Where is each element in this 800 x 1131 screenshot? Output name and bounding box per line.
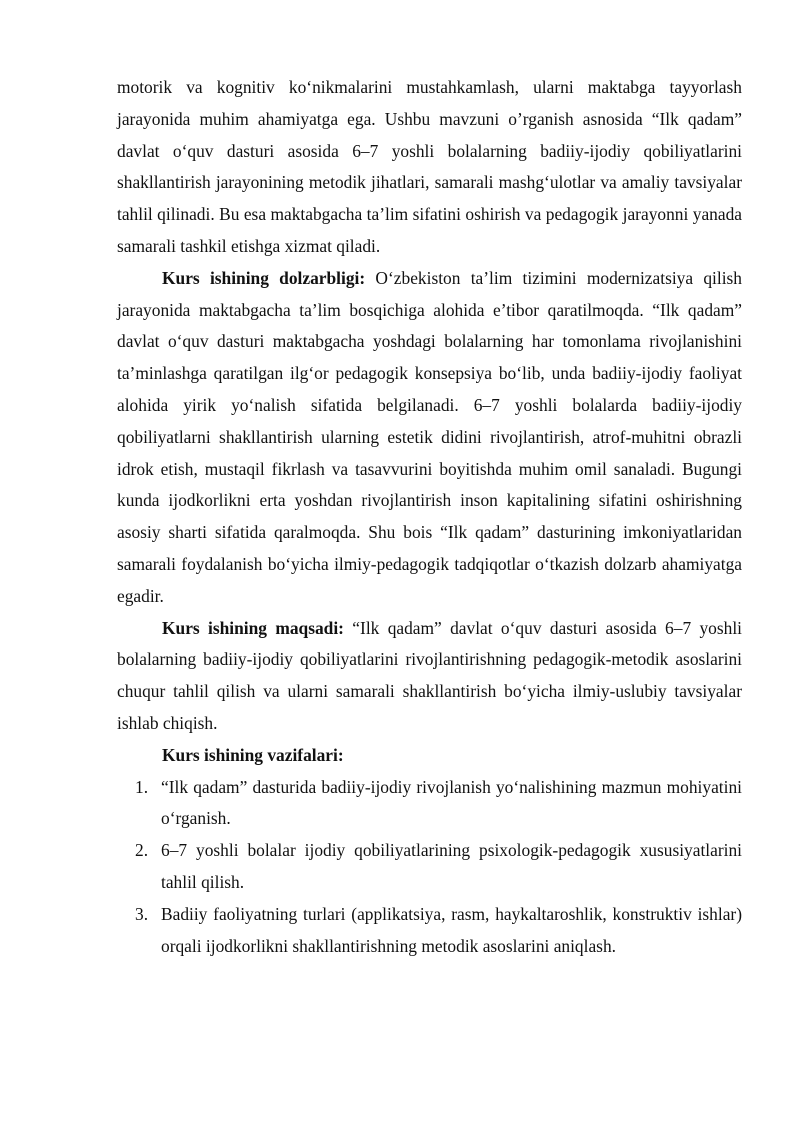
goal-paragraph — [117, 613, 742, 740]
list-item-text: Badiiy faoliyatning turlari (applikatsiya, rasm, haykaltaroshlik, konstruktiv ishlar) orqali ijodkorlikni shakllantirishning metodik asoslarini aniqlash. — [161, 903, 742, 956]
relevance-label: Kurs ishining dolzarbligi: — [162, 267, 366, 288]
relevance-text: O‘zbekiston ta’lim tizimini modernizatsiya qilish jarayonida maktabgacha ta’lim bosqichiga alohida e’tibor qaratilmoqda. “Ilk qadam” davlat o‘quv dasturi maktabgacha yoshdagi bolalarning har tomonlama rivojlanishini ta’minlashga qaratilgan ilg‘or pedagogik konsepsiya bo‘lib, unda badiiy-ijodiy faoliyat alohida yirik yo‘nalish sifatida belgilanadi. 6–7 yoshli bolalarda badiiy-ijodiy qobiliyatlarni shakllantirish ularning estetik didini rivojlantirish, atrof-muhitni obrazli idrok etish, mustaqil fikrlash va tasavvurini boyitishda muhim omil sanaladi. Bugungi kunda ijodkorlikni erta yoshdan rivojlantirish inson kapitalining sifatini oshirishning asosiy sharti sifatida qaralmoqda. Shu bois “Ilk qadam” dasturining imkoniyatlaridan samarali foydalanish bo‘yicha ilmiy-pedagogik tadqiqotlar o‘tkazish dolzarb ahamiyatga egadir. — [117, 267, 742, 606]
list-item — [117, 835, 742, 899]
relevance-paragraph — [117, 263, 742, 613]
list-item-number: 3. — [135, 903, 149, 924]
goal-label: Kurs ishining maqsadi: — [162, 617, 344, 638]
intro-paragraph: motorik va kognitiv ko‘nikmalarini mustahkamlash, ularni maktabga tayyorlash jarayonida muhim ahamiyatga ega. Ushbu mavzuni o’rganish asnosida “Ilk qadam” davlat o‘quv dasturi asosida 6–7 yoshli bolalarning badiiy-ijodiy qobiliyatlarini shakllantirish jarayonining metodik jihatlari, samarali mashg‘ulotlar va amaliy tavsiyalar tahlil qilinadi. Bu esa maktabgacha ta’lim sifatini oshirish va pedagogik jarayonni yanada samarali tashkil etishga xizmat qiladi. — [117, 77, 742, 256]
list-item — [117, 772, 742, 836]
list-item — [117, 899, 742, 963]
tasks-heading: Kurs ishining vazifalari: — [162, 744, 344, 765]
list-item-text: “Ilk qadam” dasturida badiiy-ijodiy rivojlanish yo‘nalishining mazmun mohiyatini o‘rganish. — [161, 776, 742, 829]
list-item-number: 2. — [135, 840, 149, 861]
document-page — [117, 72, 742, 962]
tasks-list — [117, 772, 742, 963]
list-item-text: 6–7 yoshli bolalar ijodiy qobiliyatlarining psixologik-pedagogik xususiyatlarini tahlil qilish. — [161, 840, 742, 892]
goal-text: “Ilk qadam” davlat o‘quv dasturi asosida 6–7 yoshli bolalarning badiiy-ijodiy qobiliyatlarini rivojlantirishning pedagogik-metodik asoslarini chuqur tahlil qilish va ularni samarali shakllantirish bo‘yicha ilmiy-uslubiy tavsiyalar ishlab chiqish. — [117, 617, 743, 733]
list-item-number: 1. — [135, 776, 149, 797]
